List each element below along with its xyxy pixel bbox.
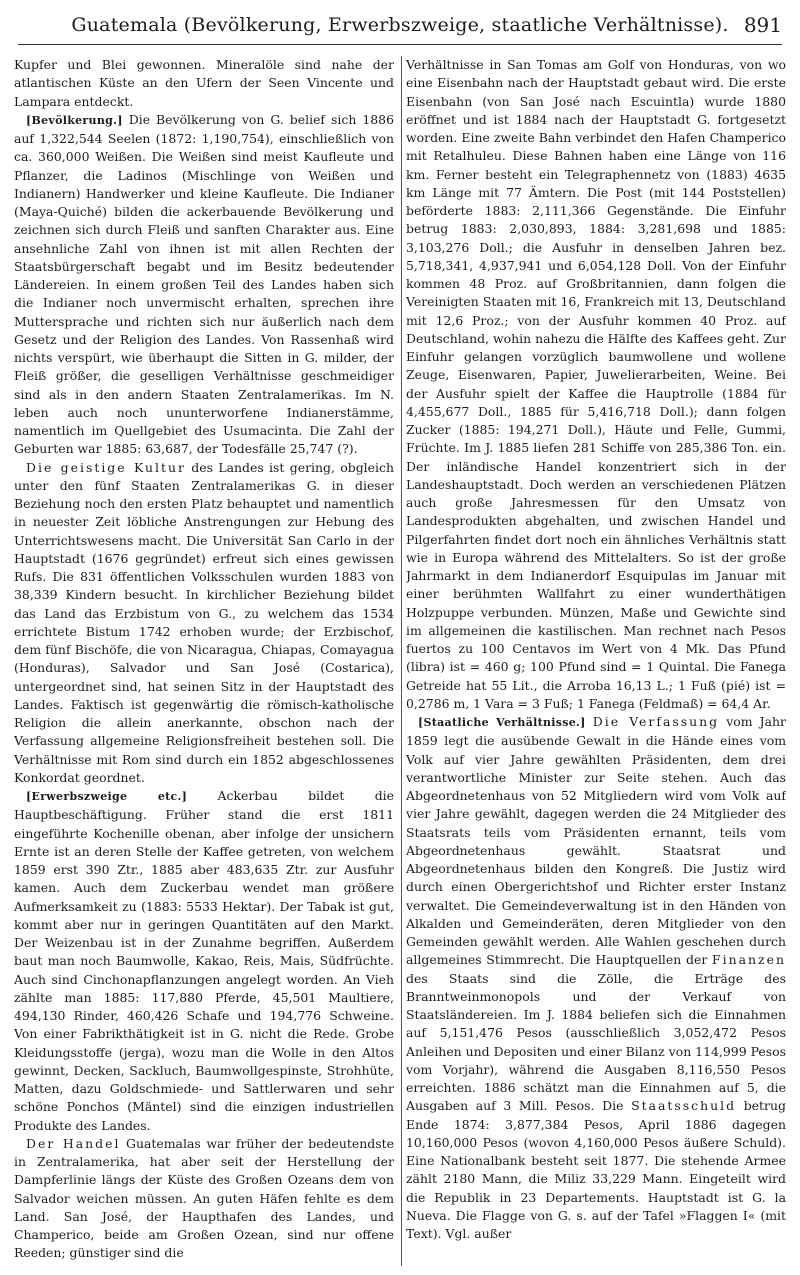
lead-finances: Finanzen <box>712 952 786 968</box>
paragraph-debt-text: betrug Ende 1874: 3,877,384 Pesos, April 1886 dagegen 10,160,000 Pesos (wovon 4,160,000 Pesos äußere Schuld). Eine Nationalbank besteht seit 1877. Die stehende Armee zählt 2180 Mann, die Miliz 33,229 Mann. Eingeteilt wird die Republik in 23 Departements. Hauptstadt ist G. la Nueva. Die Flagge von G. s. auf der Tafel »Flaggen I« (mit Text). Vgl. außer <box>406 1098 786 1241</box>
section-heading-occupations: [Erwerbszweige etc.] <box>26 790 188 803</box>
column-divider <box>401 56 402 1266</box>
lead-constitution: Die Verfassung <box>592 714 720 729</box>
lead-trade: Der Handel <box>26 1135 121 1151</box>
lead-state-debt: Staatsschuld <box>631 1098 737 1114</box>
paragraph-trade <box>14 1135 394 1263</box>
left-column <box>14 56 394 1270</box>
section-heading-state: [Staatliche Verhältnisse.] <box>418 716 586 729</box>
paragraph-minerals: Kupfer und Blei gewonnen. Mineralöle sind nahe der atlantischen Küste an den Ufern der Seen Vincente und Lampara entdeckt. <box>14 57 394 109</box>
paragraph-state-text: vom Jahr 1859 legt die ausübende Gewalt in die Hände eines vom Volk auf vier Jahre gewählten Präsidenten, dem drei verantwortliche Minister zur Seite stehen. Auch das Abgeordnetenhaus von 52 Mitgliedern wird vom Volk auf vier Jahre gewählt, dagegen werden die 24 Mitglieder des Staatsrats teils vom Präsidenten ernannt, teils vom Abgeordnetenhaus gewählt. Staatsrat und Abgeordnetenhaus bilden den Kongreß. Die Justiz wird durch einen Obergerichtshof und Richter erster Instanz verwaltet. Die Gemeindeverwaltung ist in den Händen von Alkalden und Gemeinderäten, deren Mitglieder von den Gemeinden gewählt werden. Alle Wahlen geschehen durch allgemeines Stimmrecht. Die Hauptquellen der <box>406 714 786 968</box>
paragraph-transport-trade: Verhältnisse in San Tomas am Golf von Honduras, von wo eine Eisenbahn nach der Hauptstadt gebaut wird. Die erste Eisenbahn (von San José nach Escuintla) wurde 1880 eröffnet und ist 1884 nach der Hauptstadt G. fortgesetzt worden. Eine zweite Bahn verbindet den Hafen Champerico mit Retalhuleu. Diese Bahnen haben eine Länge von 116 km. Ferner besteht ein Telegraphennetz von (1883) 4635 km Länge mit 77 Ämtern. Die Post (mit 144 Poststellen) beförderte 1883: 2,111,366 Gegenstände. Die Einfuhr betrug 1883: 2,030,893, 1884: 3,281,698 und 1885: 3,103,276 Doll.; die Ausfuhr in denselben Jahren bez. 5,718,341, 4,937,941 und 6,054,128 Doll. Von der Einfuhr kommen 48 Proz. auf Großbritannien, dann folgen die Vereinigten Staaten mit 16, Frankreich mit 13, Deutschland mit 12,6 Proz.; von der Ausfuhr kommen 40 Proz. auf Deutschland, wohin nahezu die Hälfte des Kaffees geht. Zur Einfuhr gelangen vorzüglich baumwollene und wollene Zeuge, Eisenwaren, Papier, Juwelierarbeiten, Weine. Bei der Ausfuhr spielt der Kaffee die Hauptrolle (1884 für 4,455,677 Doll., 1885 für 5,416,718 Doll.); dann folgen Zucker (1885: 194,271 Doll.), Häute und Felle, Gummi, Früchte. Im J. 1885 liefen 281 Schiffe von 285,386 Ton. ein. Der inländische Handel konzentriert sich in der Landeshauptstadt. Doch werden an verschiedenen Plätzen auch große Jahresmessen für den Umsatz von Landesprodukten abgehalten, und zwischen Handel und Pilgerfahrten findet dort noch ein ähnliches Verhältnis statt wie in Europa während des Mittelalters. So ist der große Jahrmarkt in dem Indianerdorf Esquipulas im Januar mit einer berühmten Wallfahrt zu einer wunderthätigen Holzpuppe verbunden. Münzen, Maße und Gewichte sind im allgemeinen die kastilischen. Man rechnet nach Pesos fuertos zu 100 Centavos im Wert von 4 Mk. Das Pfund (libra) ist = 460 g; 100 Pfund sind = 1 Quintal. Die Fanega Getreide hat 55 Lit., die Arroba 16,13 L.; 1 Fuß (pié) ist = 0,2786 m, 1 Vara = 3 Fuß; 1 Fanega (Feldmaß) = 64,4 Ar. <box>406 57 786 711</box>
paragraph-culture-text: des Landes ist gering, obgleich unter den fünf Staaten Zentralamerikas G. in dieser Beziehung noch den ersten Platz behauptet und namentlich in neuester Zeit löbliche Anstrengungen zur Hebung des Unterrichtswesens macht. Die Universität San Carlo in der Hauptstadt (1676 gegründet) erfreut sich eines gewissen Rufs. Die 831 öffentlichen Volksschulen wurden 1883 von 38,339 Kindern besucht. In kirchlicher Beziehung bildet das Land das Erzbistum von G., zu welchem das 1534 errichtete Bistum 1742 erhoben wurde; der Erzbischof, dem fünf Bischöfe, die von Nicaragua, Chiapas, Comayagua (Honduras), Salvador und San José (Costarica), untergeordnet sind, hat seinen Sitz in der Hauptstadt des Landes. Faktisch ist gegenwärtig die römisch-katholische Religion die allein anerkannte, obschon nach der Verfassung allgemeine Religionsfreiheit bestehen soll. Die Verhältnisse mit Rom sind durch ein 1852 abgeschlossenes Konkordat geordnet. <box>14 459 394 785</box>
paragraph-population-text: Die Bevölkerung von G. belief sich 1886 auf 1,322,544 Seelen (1872: 1,190,754), einschließlich von ca. 360,000 Weißen. Die Weißen sind meist Kaufleute und Pflanzer, die Ladinos (Mischlinge von Weißen und Indianern) Handwerker und kleine Kaufleute. Die Indianer (Maya-Quiché) bilden die ackerbauende Bevölkerung und zeichnen sich durch Fleiß und sanften Charakter aus. Eine ansehnliche Zahl von ihnen ist mit allen Rechten der Staatsbürgerschaft begabt und im Besitz bedeutender Ländereien. In einem großen Teil des Landes haben sich die Indianer noch unvermischt erhalten, sprechen ihre Muttersprache und richten sich nur äußerlich nach dem Gesetz und der Religion des Landes. Von Rassenhaß wird nichts verspürt, wie überhaupt die Sitten in G. milder, der Fleiß größer, die geselligen Verhältnisse geschmeidiger sind als in den andern Staaten Zentralamerikas. Im N. leben auch noch ununterworfene Indianerstämme, namentlich im Quellgebiet des Usumacinta. Die Zahl der Geburten war 1885: 63,687, der Todesfälle 25,747 (?). <box>14 111 394 457</box>
paragraph-finances-text: des Staats sind die Zölle, die Erträge des Branntweinmonopols und der Verkauf von Staatsländereien. Im J. 1884 beliefen sich die Einnahmen auf 5,151,476 Pesos (ausschließlich 3,052,472 Pesos Anleihen und Depositen und einer Bilanz von 114,999 Pesos vom Vorjahr), während die Ausgaben 8,116,550 Pesos erreichten. 1886 schätzt man die Einnahmen auf 5, die Ausgaben auf 3 Mill. Pesos. Die <box>406 970 786 1114</box>
paragraph-culture <box>14 459 394 788</box>
page-header <box>18 10 782 45</box>
paragraph-population <box>14 111 394 459</box>
page-number: 891 <box>743 13 782 37</box>
paragraph-state <box>406 713 786 1243</box>
lead-culture: Die geistige Kultur <box>26 459 186 475</box>
paragraph-occupations <box>14 787 394 1135</box>
section-heading-population: [Bevölkerung.] <box>26 113 123 127</box>
paragraph-trade-text: Guatemalas war früher der bedeutendste in Zentralamerika, hat aber seit der Herstellung der Dampferlinie längs der Küste des Großen Ozeans dem von Salvador weichen müssen. An guten Häfen fehlte es dem Land. San José, der Haupthafen des Landes, und Champerico, beide am Großen Ozean, sind nur offene Reeden; günstiger sind die <box>14 1135 394 1261</box>
right-column <box>406 56 786 1270</box>
paragraph-occupations-text: Ackerbau bildet die Hauptbeschäftigung. Früher stand die erst 1811 eingeführte Kochenille obenan, aber infolge der unsichern Ernte ist an deren Stelle der Kaffee getreten, von welchem 1859 erst 390 Ztr., 1885 aber 483,635 Ztr. zur Ausfuhr kamen. Auch dem Zuckerbau wendet man größere Aufmerksamkeit zu (1883: 5533 Hektar). Der Tabak ist gut, kommt aber nur in geringen Quantitäten auf den Markt. Der Weizenbau ist in der Zunahme begriffen. Außerdem baut man noch Baumwolle, Kakao, Reis, Mais, Südfrüchte. Auch sind Cinchonapflanzungen angelegt worden. An Vieh zählte man 1885: 117,880 Pferde, 45,501 Maultiere, 494,130 Rinder, 460,426 Schafe und 194,776 Schweine. Von einer Fabrikthätigkeit ist in G. nicht die Rede. Grobe Kleidungsstoffe (jerga), wozu man die Wolle in den Altos gewinnt, Decken, Sackluch, Baumwollgespinste, Strohhüte, Matten, dazu Goldschmiede- und Sattlerwaren und sehr schöne Ponchos (Mäntel) sind die einzigen industriellen Produkte des Landes. <box>14 788 394 1133</box>
page-title: Guatemala (Bevölkerung, Erwerbszweige, staatliche Verhältnisse). <box>71 14 729 36</box>
